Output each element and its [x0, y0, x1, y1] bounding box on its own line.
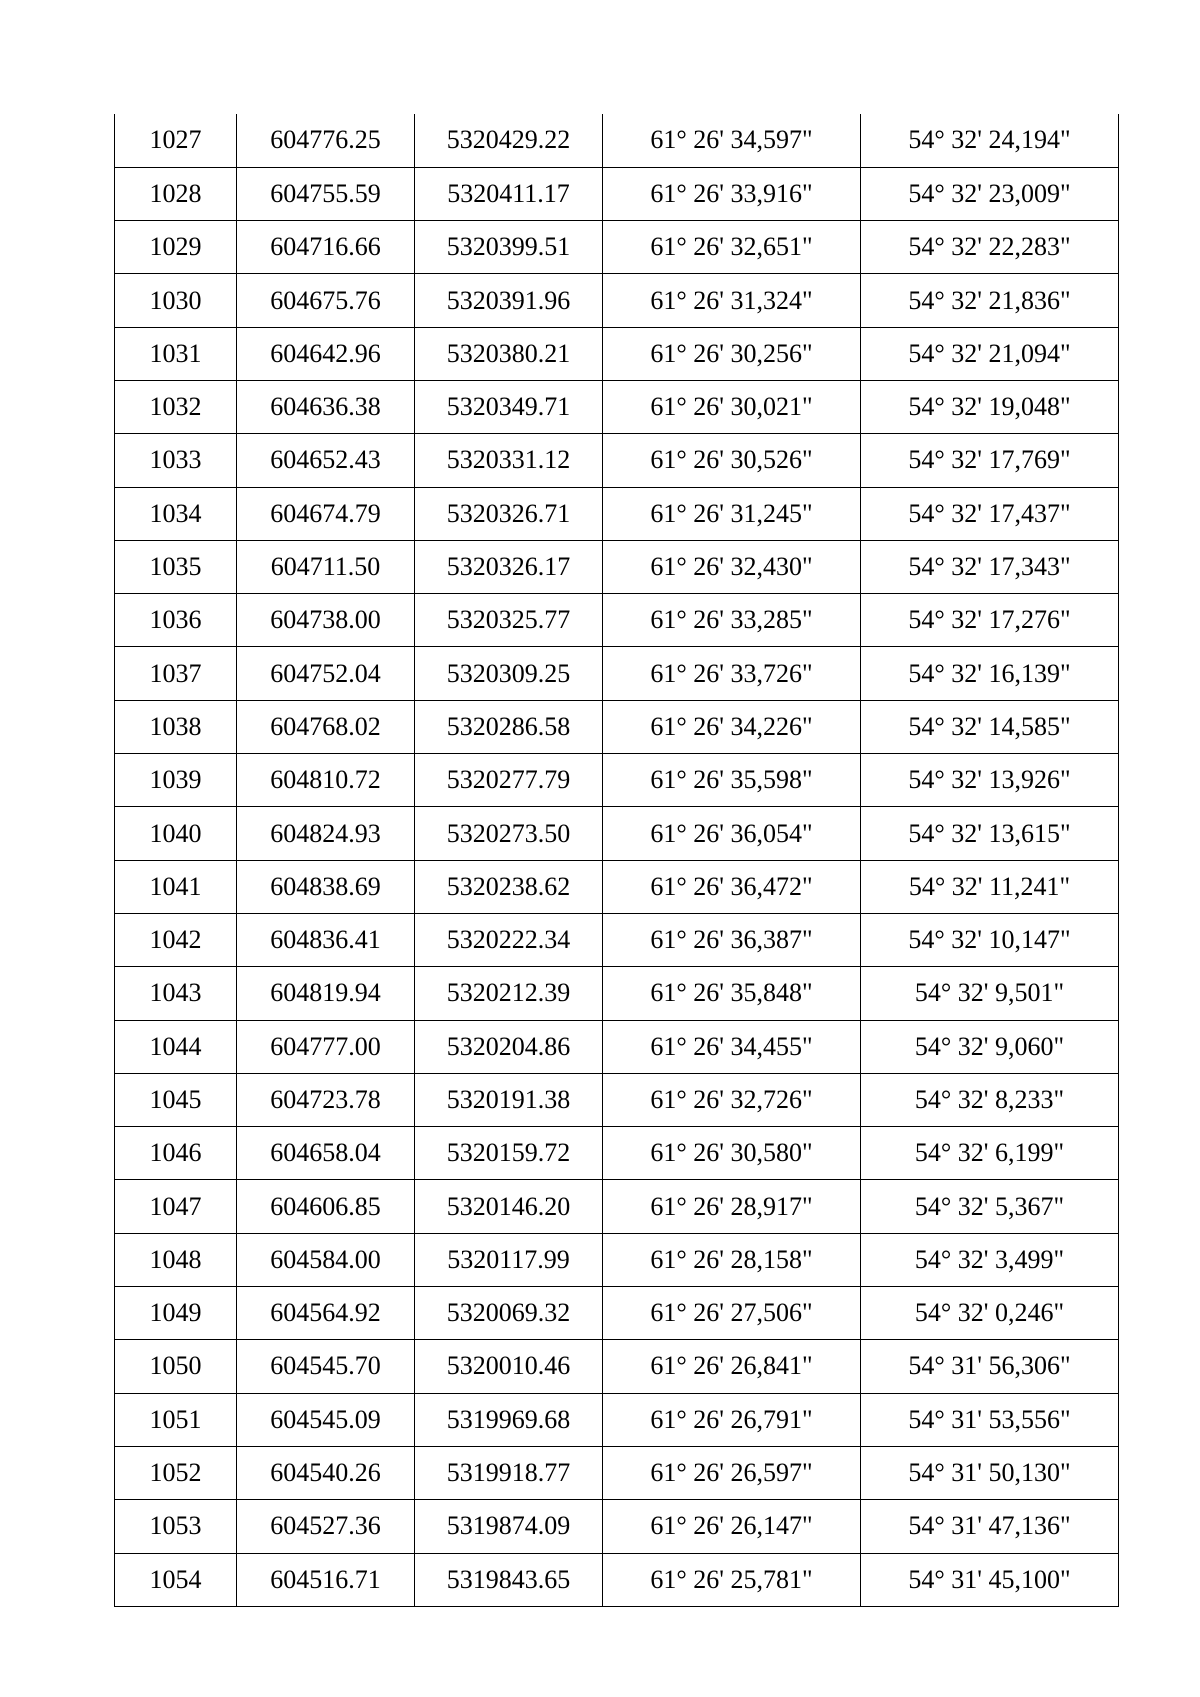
table-row [115, 913, 1119, 966]
y-coordinate-cell: 5319918.77 [415, 1446, 603, 1499]
table-row [115, 1393, 1119, 1446]
x-coordinate-cell: 604674.79 [237, 487, 415, 540]
x-coordinate-cell: 604545.70 [237, 1340, 415, 1393]
longitude-cell: 61° 26' 35,598" [603, 754, 861, 807]
latitude-cell: 54° 32' 14,585" [861, 700, 1119, 753]
longitude-cell: 61° 26' 26,597" [603, 1446, 861, 1499]
x-coordinate-cell: 604819.94 [237, 967, 415, 1020]
point-number-cell: 1035 [115, 540, 237, 593]
point-number-cell: 1043 [115, 967, 237, 1020]
latitude-cell: 54° 31' 53,556" [861, 1393, 1119, 1446]
point-number-cell: 1042 [115, 913, 237, 966]
table-row [115, 1446, 1119, 1499]
longitude-cell: 61° 26' 31,324" [603, 274, 861, 327]
table-row [115, 860, 1119, 913]
latitude-cell: 54° 32' 11,241" [861, 860, 1119, 913]
point-number-cell: 1037 [115, 647, 237, 700]
longitude-cell: 61° 26' 34,455" [603, 1020, 861, 1073]
y-coordinate-cell: 5320191.38 [415, 1073, 603, 1126]
point-number-cell: 1048 [115, 1233, 237, 1286]
y-coordinate-cell: 5320238.62 [415, 860, 603, 913]
x-coordinate-cell: 604755.59 [237, 167, 415, 220]
latitude-cell: 54° 32' 9,060" [861, 1020, 1119, 1073]
x-coordinate-cell: 604545.09 [237, 1393, 415, 1446]
latitude-cell: 54° 32' 3,499" [861, 1233, 1119, 1286]
longitude-cell: 61° 26' 36,387" [603, 913, 861, 966]
x-coordinate-cell: 604824.93 [237, 807, 415, 860]
y-coordinate-cell: 5320411.17 [415, 167, 603, 220]
longitude-cell: 61° 26' 32,430" [603, 540, 861, 593]
longitude-cell: 61° 26' 27,506" [603, 1287, 861, 1340]
latitude-cell: 54° 31' 45,100" [861, 1553, 1119, 1606]
latitude-cell: 54° 31' 47,136" [861, 1500, 1119, 1553]
x-coordinate-cell: 604606.85 [237, 1180, 415, 1233]
y-coordinate-cell: 5320326.71 [415, 487, 603, 540]
point-number-cell: 1041 [115, 860, 237, 913]
latitude-cell: 54° 32' 6,199" [861, 1127, 1119, 1180]
latitude-cell: 54° 32' 13,615" [861, 807, 1119, 860]
latitude-cell: 54° 32' 24,194" [861, 114, 1119, 167]
y-coordinate-cell: 5320380.21 [415, 327, 603, 380]
point-number-cell: 1031 [115, 327, 237, 380]
point-number-cell: 1028 [115, 167, 237, 220]
y-coordinate-cell: 5319969.68 [415, 1393, 603, 1446]
x-coordinate-cell: 604768.02 [237, 700, 415, 753]
x-coordinate-cell: 604584.00 [237, 1233, 415, 1286]
point-number-cell: 1029 [115, 221, 237, 274]
longitude-cell: 61° 26' 34,597" [603, 114, 861, 167]
point-number-cell: 1047 [115, 1180, 237, 1233]
latitude-cell: 54° 32' 17,769" [861, 434, 1119, 487]
y-coordinate-cell: 5320146.20 [415, 1180, 603, 1233]
x-coordinate-cell: 604810.72 [237, 754, 415, 807]
coordinates-table [114, 114, 1119, 1607]
latitude-cell: 54° 32' 13,926" [861, 754, 1119, 807]
y-coordinate-cell: 5320069.32 [415, 1287, 603, 1340]
x-coordinate-cell: 604564.92 [237, 1287, 415, 1340]
latitude-cell: 54° 32' 21,094" [861, 327, 1119, 380]
table-row [115, 1020, 1119, 1073]
table-row [115, 274, 1119, 327]
longitude-cell: 61° 26' 30,526" [603, 434, 861, 487]
table-row [115, 967, 1119, 1020]
x-coordinate-cell: 604716.66 [237, 221, 415, 274]
table-row [115, 1073, 1119, 1126]
longitude-cell: 61° 26' 35,848" [603, 967, 861, 1020]
latitude-cell: 54° 31' 56,306" [861, 1340, 1119, 1393]
table-row [115, 380, 1119, 433]
longitude-cell: 61° 26' 32,651" [603, 221, 861, 274]
y-coordinate-cell: 5320399.51 [415, 221, 603, 274]
y-coordinate-cell: 5320325.77 [415, 594, 603, 647]
x-coordinate-cell: 604516.71 [237, 1553, 415, 1606]
point-number-cell: 1053 [115, 1500, 237, 1553]
x-coordinate-cell: 604777.00 [237, 1020, 415, 1073]
latitude-cell: 54° 32' 21,836" [861, 274, 1119, 327]
y-coordinate-cell: 5320391.96 [415, 274, 603, 327]
y-coordinate-cell: 5320429.22 [415, 114, 603, 167]
table-row [115, 807, 1119, 860]
longitude-cell: 61° 26' 26,791" [603, 1393, 861, 1446]
longitude-cell: 61° 26' 33,726" [603, 647, 861, 700]
x-coordinate-cell: 604658.04 [237, 1127, 415, 1180]
latitude-cell: 54° 32' 17,437" [861, 487, 1119, 540]
table-row [115, 1233, 1119, 1286]
table-row [115, 1500, 1119, 1553]
point-number-cell: 1032 [115, 380, 237, 433]
point-number-cell: 1054 [115, 1553, 237, 1606]
point-number-cell: 1040 [115, 807, 237, 860]
x-coordinate-cell: 604752.04 [237, 647, 415, 700]
y-coordinate-cell: 5320204.86 [415, 1020, 603, 1073]
latitude-cell: 54° 32' 5,367" [861, 1180, 1119, 1233]
latitude-cell: 54° 32' 22,283" [861, 221, 1119, 274]
latitude-cell: 54° 31' 50,130" [861, 1446, 1119, 1499]
point-number-cell: 1050 [115, 1340, 237, 1393]
longitude-cell: 61° 26' 25,781" [603, 1553, 861, 1606]
y-coordinate-cell: 5320349.71 [415, 380, 603, 433]
table-row [115, 540, 1119, 593]
longitude-cell: 61° 26' 28,158" [603, 1233, 861, 1286]
y-coordinate-cell: 5319843.65 [415, 1553, 603, 1606]
longitude-cell: 61° 26' 33,285" [603, 594, 861, 647]
latitude-cell: 54° 32' 8,233" [861, 1073, 1119, 1126]
point-number-cell: 1030 [115, 274, 237, 327]
latitude-cell: 54° 32' 0,246" [861, 1287, 1119, 1340]
point-number-cell: 1038 [115, 700, 237, 753]
longitude-cell: 61° 26' 26,147" [603, 1500, 861, 1553]
table-row [115, 754, 1119, 807]
point-number-cell: 1033 [115, 434, 237, 487]
point-number-cell: 1044 [115, 1020, 237, 1073]
latitude-cell: 54° 32' 16,139" [861, 647, 1119, 700]
x-coordinate-cell: 604642.96 [237, 327, 415, 380]
x-coordinate-cell: 604636.38 [237, 380, 415, 433]
longitude-cell: 61° 26' 26,841" [603, 1340, 861, 1393]
table-row [115, 647, 1119, 700]
x-coordinate-cell: 604652.43 [237, 434, 415, 487]
longitude-cell: 61° 26' 33,916" [603, 167, 861, 220]
latitude-cell: 54° 32' 17,343" [861, 540, 1119, 593]
longitude-cell: 61° 26' 36,472" [603, 860, 861, 913]
y-coordinate-cell: 5320273.50 [415, 807, 603, 860]
table-row [115, 327, 1119, 380]
longitude-cell: 61° 26' 31,245" [603, 487, 861, 540]
x-coordinate-cell: 604776.25 [237, 114, 415, 167]
table-row [115, 700, 1119, 753]
y-coordinate-cell: 5320326.17 [415, 540, 603, 593]
x-coordinate-cell: 604723.78 [237, 1073, 415, 1126]
point-number-cell: 1052 [115, 1446, 237, 1499]
x-coordinate-cell: 604711.50 [237, 540, 415, 593]
x-coordinate-cell: 604836.41 [237, 913, 415, 966]
y-coordinate-cell: 5320277.79 [415, 754, 603, 807]
table-row [115, 487, 1119, 540]
table-row [115, 1180, 1119, 1233]
longitude-cell: 61° 26' 36,054" [603, 807, 861, 860]
point-number-cell: 1049 [115, 1287, 237, 1340]
latitude-cell: 54° 32' 19,048" [861, 380, 1119, 433]
y-coordinate-cell: 5319874.09 [415, 1500, 603, 1553]
table-row [115, 167, 1119, 220]
table-row [115, 1127, 1119, 1180]
latitude-cell: 54° 32' 17,276" [861, 594, 1119, 647]
y-coordinate-cell: 5320159.72 [415, 1127, 603, 1180]
y-coordinate-cell: 5320010.46 [415, 1340, 603, 1393]
x-coordinate-cell: 604540.26 [237, 1446, 415, 1499]
table-row [115, 1340, 1119, 1393]
longitude-cell: 61° 26' 30,580" [603, 1127, 861, 1180]
longitude-cell: 61° 26' 28,917" [603, 1180, 861, 1233]
table-row [115, 434, 1119, 487]
latitude-cell: 54° 32' 9,501" [861, 967, 1119, 1020]
point-number-cell: 1027 [115, 114, 237, 167]
x-coordinate-cell: 604838.69 [237, 860, 415, 913]
y-coordinate-cell: 5320117.99 [415, 1233, 603, 1286]
longitude-cell: 61° 26' 32,726" [603, 1073, 861, 1126]
y-coordinate-cell: 5320212.39 [415, 967, 603, 1020]
y-coordinate-cell: 5320309.25 [415, 647, 603, 700]
x-coordinate-cell: 604738.00 [237, 594, 415, 647]
table-row [115, 1553, 1119, 1606]
latitude-cell: 54° 32' 23,009" [861, 167, 1119, 220]
point-number-cell: 1045 [115, 1073, 237, 1126]
longitude-cell: 61° 26' 34,226" [603, 700, 861, 753]
point-number-cell: 1039 [115, 754, 237, 807]
x-coordinate-cell: 604527.36 [237, 1500, 415, 1553]
point-number-cell: 1051 [115, 1393, 237, 1446]
table-row [115, 221, 1119, 274]
point-number-cell: 1046 [115, 1127, 237, 1180]
longitude-cell: 61° 26' 30,256" [603, 327, 861, 380]
latitude-cell: 54° 32' 10,147" [861, 913, 1119, 966]
coordinates-table-body [115, 114, 1119, 1606]
y-coordinate-cell: 5320286.58 [415, 700, 603, 753]
longitude-cell: 61° 26' 30,021" [603, 380, 861, 433]
y-coordinate-cell: 5320331.12 [415, 434, 603, 487]
point-number-cell: 1034 [115, 487, 237, 540]
y-coordinate-cell: 5320222.34 [415, 913, 603, 966]
x-coordinate-cell: 604675.76 [237, 274, 415, 327]
table-row [115, 114, 1119, 167]
table-row [115, 594, 1119, 647]
table-row [115, 1287, 1119, 1340]
point-number-cell: 1036 [115, 594, 237, 647]
